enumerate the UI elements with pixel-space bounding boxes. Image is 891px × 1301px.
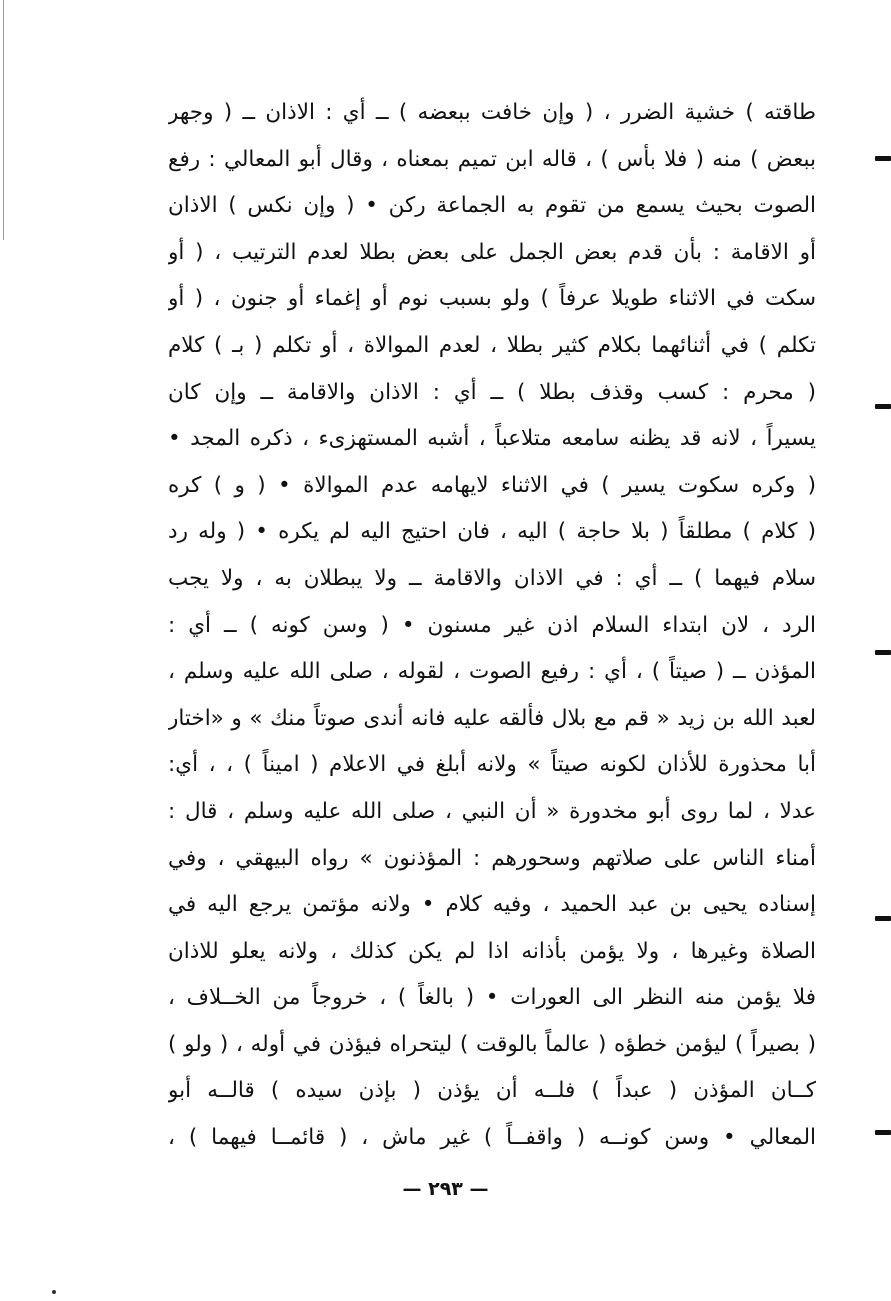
body-text <box>168 90 816 1162</box>
margin-mark <box>875 916 891 921</box>
margin-mark <box>875 650 891 655</box>
binding-edge-line <box>3 0 4 240</box>
text-line: فلا يؤمن منه النظر الى العورات • ( بالغاً ) ، خروجاً من الخــلاف ، <box>168 985 816 1011</box>
text-line: الصلاة وغيرها ، ولا يؤمن بأذانه اذا لم يكن كذلك ، ولانه يعلو للاذان <box>168 938 816 964</box>
text-line: أبا محذورة للأذان لكونه صيتاً » ولانه أبلغ في الاعلام ( اميناً ) ، ، أي: <box>168 752 816 778</box>
text-line: ( وكره سكوت يسير ) في الاثناء لايهامه عدم الموالاة • ( و ) كره <box>168 472 816 498</box>
text-line: ( كلام ) مطلقاً ( بلا حاجة ) اليه ، فان احتيج اليه لم يكره • ( وله رد <box>168 519 816 545</box>
text-line: يسيراً ، لانه قد يظنه سامعه متلاعباً ، أشبه المستهزىء ، ذكره المجد • <box>168 426 816 452</box>
text-line: تكلم ) في أثنائهما بكلام كثير بطلا ، لعدم الموالاة ، أو تكلم ( بـ ) كلام <box>168 332 816 358</box>
margin-mark <box>875 404 891 409</box>
text-line: لعبد الله بن زيد « قم مع بلال فألقه عليه فانه أندى صوتاً منك » و «اختار <box>168 705 816 731</box>
text-line: سكت في الاثناء طويلا عرفاً ) ولو بسبب نوم أو إغماء أو جنون ، ( أو <box>168 286 816 312</box>
text-line: الرد ، لان ابتداء السلام اذن غير مسنون • ( وسن كونه ) ــ أي : <box>168 612 816 638</box>
text-line: الصوت بحيث يسمع من تقوم به الجماعة ركن • ( وإن نكس ) الاذان <box>168 193 816 219</box>
text-line: أو الاقامة : بأن قدم بعض الجمل على بعض بطلا لعدم الترتيب ، ( أو <box>168 239 816 265</box>
text-line: أمناء الناس على صلاتهم وسحورهم : المؤذنون » رواه البيهقي ، وفي <box>168 845 816 871</box>
text-line: المؤذن ــ ( صيتاً ) ، أي : رفيع الصوت ، لقوله ، صلى الله عليه وسلم ، <box>168 659 816 685</box>
text-line: عدلا ، لما روى أبو مخدورة « أن النبي ، صلى الله عليه وسلم ، قال : <box>168 798 816 824</box>
page-number: — ٢٩٣ — <box>402 1178 489 1200</box>
scan-speck <box>52 1290 56 1294</box>
text-line: المعالي • وسن كونــه ( واقفــاً ) غير ماش ، ( قائمــا فيهما ) ، <box>168 1125 816 1151</box>
text-line: سلام فيهما ) ــ أي : في الاذان والاقامة ــ ولا يبطلان به ، ولا يجب <box>168 565 816 591</box>
margin-mark <box>875 156 891 161</box>
text-line: ببعض ) منه ( فلا بأس ) ، قاله ابن تميم بمعناه ، وقال أبو المعالي : رفع <box>168 146 816 172</box>
margin-mark <box>875 1130 891 1135</box>
text-line: ( محرم : كسب وقذف بطلا ) ــ أي : الاذان والاقامة ــ وإن كان <box>168 379 816 405</box>
text-line: كــان المؤذن ( عبداً ) فلــه أن يؤذن ( بإذن سيده ) قالــه أبو <box>168 1078 816 1104</box>
text-line: طاقته ) خشية الضرر ، ( وإن خافت ببعضه ) ــ أي : الاذان ــ ( وجهر <box>168 100 816 125</box>
text-line: ( بصيراً ) ليؤمن خطؤه ( عالماً بالوقت ) ليتحراه فيؤذن في أوله ، ( ولو ) <box>168 1031 816 1057</box>
text-line: إسناده يحيى بن عبد الحميد ، وفيه كلام • ولانه مؤتمن يرجع اليه في <box>168 892 816 918</box>
